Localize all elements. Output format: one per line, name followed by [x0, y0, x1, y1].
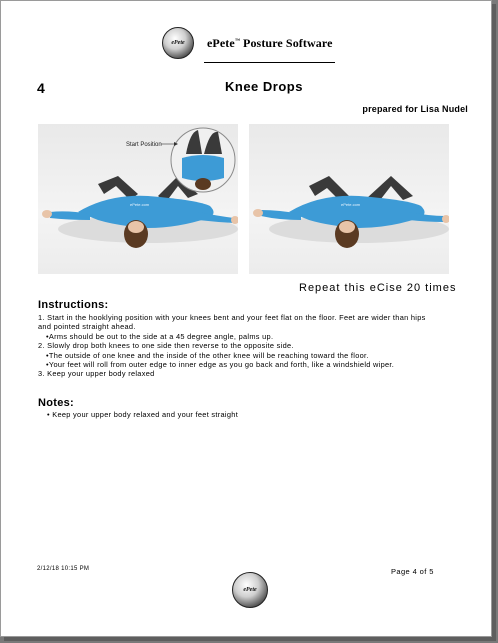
brand-name	[207, 36, 333, 51]
shirt-logo-left: ePete.com	[130, 202, 150, 207]
logo-mark-text: ePete	[171, 40, 185, 46]
knees-dropped-illustration	[249, 124, 449, 274]
right-arm	[409, 212, 445, 222]
left-hand	[42, 210, 52, 218]
shirt-logo-right: ePete.com	[341, 202, 361, 207]
note-line: • Keep your upper body relaxed and your feet straight	[47, 410, 239, 419]
brand-name-rest: Posture Software	[239, 35, 333, 50]
exercise-number: 4	[37, 80, 45, 96]
inset-head	[195, 178, 211, 190]
instructions-list	[38, 313, 493, 379]
exercise-title: Knee Drops	[225, 79, 303, 94]
start-position-illustration	[38, 124, 238, 274]
instruction-subline: •Arms should be out to the side at a 45 degree angle, palms up.	[46, 331, 274, 341]
instruction-line: 3. Keep your upper body relaxed	[38, 369, 155, 379]
instruction-line: 2. Slowly drop both knees to one side then reverse to the opposite side.	[38, 341, 294, 351]
brand-name-main: ePete	[207, 35, 235, 50]
print-datetime: 2/12/18 10:15 PM	[37, 566, 90, 572]
header-logo	[162, 27, 333, 59]
instructions-heading: Instructions:	[38, 299, 109, 311]
notes-heading: Notes:	[38, 397, 75, 409]
instruction-subline: •Your feet will roll from outer edge to inner edge as you go back and forth, like a windshield wiper.	[46, 360, 395, 370]
notes-list	[38, 410, 493, 419]
instruction-line: and pointed straight ahead.	[38, 322, 136, 332]
footer-logo-mark-text: ePete	[243, 587, 257, 593]
repeat-count-text: Repeat this eCise 20 times	[299, 282, 457, 294]
exercise-photo-start	[38, 124, 238, 274]
epete-logo-icon	[232, 572, 268, 608]
face	[339, 221, 355, 233]
header-divider	[204, 62, 335, 63]
instruction-line: 1. Start in the hooklying position with your knees bent and your feet flat on the floor. Feet are wider than hips	[38, 313, 426, 322]
brand-trademark: ™	[234, 38, 240, 44]
page-number: Page 4 of 5	[391, 567, 434, 576]
exercise-photo-knees-dropped	[249, 124, 449, 274]
left-hand	[253, 209, 263, 217]
inset-label: Start Position	[126, 142, 162, 148]
epete-logo-icon	[162, 27, 194, 59]
inset-torso	[182, 155, 224, 181]
instruction-subline: •The outside of one knee and the inside of the other knee will be reaching toward the floor.	[46, 350, 369, 360]
footer-logo	[232, 572, 268, 608]
face	[128, 221, 144, 233]
prepared-for: prepared for Lisa Nudel	[362, 104, 468, 114]
